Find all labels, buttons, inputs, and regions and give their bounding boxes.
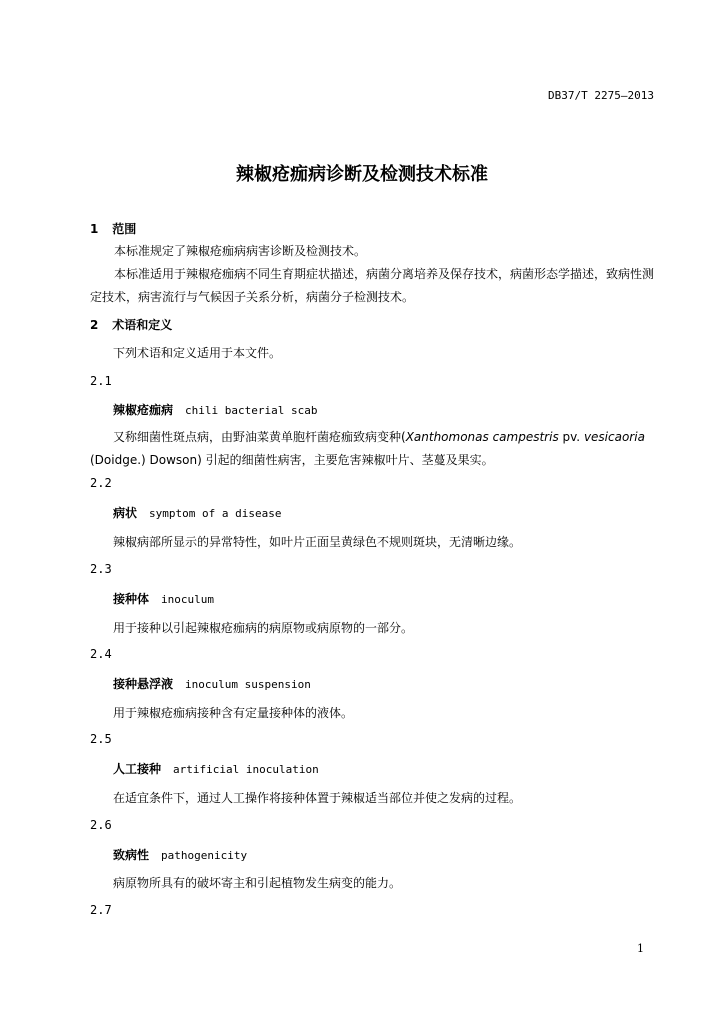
page-number: 1 [637,942,644,955]
term-number: 2.1 [90,374,112,388]
term-number: 2.3 [90,562,112,576]
term-definition [90,426,660,472]
section-number: 2 [90,318,99,332]
term-chinese: 辣椒疮痂病 [113,403,174,417]
term-entry [113,590,214,607]
pathovar-name: vesicaoria [583,430,645,444]
term-definition: 用于辣椒疮痂病接种含有定量接种体的液体。 [113,706,354,720]
term-number: 2.2 [90,476,112,490]
paragraph: 本标准适用于辣椒疮痂病不同生育期症状描述，病菌分离培养及保存技术，病菌形态学描述，致病性测定技术，病害流行与气候因子关系分析，病菌分子检测技术。 [90,267,655,304]
document-number: DB37/T 2275—2013 [548,89,654,102]
term-english: inoculum suspension [185,678,311,691]
term-definition: 辣椒病部所显示的异常特性，如叶片正面呈黄绿色不规则斑块，无清晰边缘。 [113,535,522,549]
term-chinese: 人工接种 [113,762,162,776]
section-1-heading [90,220,136,237]
section-title: 范围 [112,222,137,236]
section-2-heading [90,316,172,333]
scientific-name: Xanthomonas campestris [405,430,559,444]
term-entry [113,760,319,777]
term-english: inoculum [161,593,214,606]
term-entry [113,675,311,692]
term-number: 2.7 [90,903,112,917]
term-entry [113,504,281,521]
term-entry [113,846,247,863]
term-english: pathogenicity [161,849,248,862]
section-number: 1 [90,222,99,236]
term-chinese: 致病性 [113,848,150,862]
term-definition: 病原物所具有的破坏寄主和引起植物发生病变的能力。 [113,876,402,890]
paragraph: 本标准规定了辣椒疮痂病病害诊断及检测技术。 [114,244,367,258]
term-english: symptom of a disease [149,507,282,520]
page-title: 辣椒疮痂病诊断及检测技术标准 [236,164,488,185]
term-chinese: 接种体 [113,592,150,606]
paragraph: 下列术语和定义适用于本文件。 [113,346,282,360]
definition-text: (Doidge.) Dowson) 引起的细菌性病害，主要危害辣椒叶片、茎蔓及果实。 [90,453,494,467]
term-english: chili bacterial scab [185,404,318,417]
term-number: 2.5 [90,732,112,746]
term-number: 2.6 [90,818,112,832]
definition-text: 又称细菌性斑点病，由野油菜黄单胞杆菌疮痂致病变种( [113,430,406,444]
term-definition: 在适宜条件下，通过人工操作将接种体置于辣椒适当部位并使之发病的过程。 [113,791,522,805]
section-title: 术语和定义 [112,318,173,332]
definition-text: pv. [558,430,584,444]
term-definition: 用于接种以引起辣椒疮痂病的病原物或病原物的一部分。 [113,621,414,635]
term-entry [113,401,317,418]
term-english: artificial inoculation [173,763,319,776]
term-number: 2.4 [90,647,112,661]
term-chinese: 接种悬浮液 [113,677,174,691]
term-chinese: 病状 [113,506,138,520]
